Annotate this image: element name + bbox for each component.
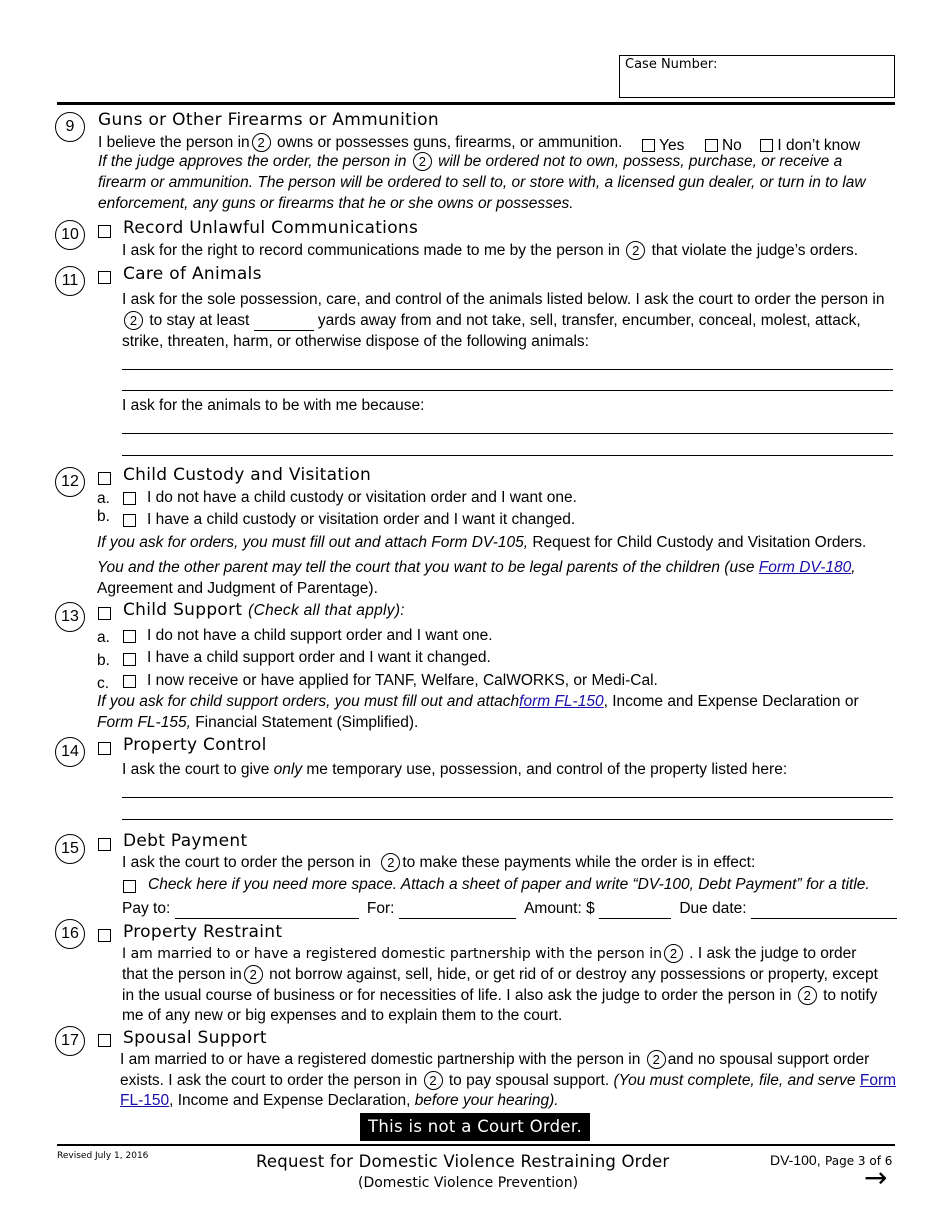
animals-reason-line-1[interactable] bbox=[122, 433, 893, 434]
section-13-checkbox[interactable] bbox=[98, 607, 111, 620]
section-11-line-1: I ask for the sole possession, care, and control of the animals listed below. I ask the court to order the person in bbox=[122, 291, 885, 308]
form-fl-150-link-3[interactable]: FL-150 bbox=[120, 1092, 170, 1109]
for-input[interactable] bbox=[399, 904, 516, 919]
section-15-checkbox[interactable] bbox=[98, 838, 111, 851]
form-fl-150-link[interactable]: form FL-150 bbox=[519, 693, 604, 710]
section-9-title: Guns or Other Firearms or Ammunition bbox=[98, 110, 439, 130]
section-11-checkbox[interactable] bbox=[98, 271, 111, 284]
section-17-line-2: exists. I ask the court to order the person in 2 to pay spousal support. (You must complete, file, and serve Form bbox=[120, 1072, 897, 1089]
section-16-number: 16 bbox=[55, 919, 85, 949]
section-16-checkbox[interactable] bbox=[98, 929, 111, 942]
section-13-a-letter: a. bbox=[97, 629, 110, 646]
section-13-c-letter: c. bbox=[97, 675, 110, 692]
revised-date: Revised July 1, 2016 bbox=[57, 1151, 149, 1161]
section-12-b-letter: b. bbox=[97, 508, 110, 525]
section-12-a-text: I do not have a child custody or visitation order and I want one. bbox=[147, 489, 577, 506]
section-12-a-checkbox[interactable] bbox=[123, 492, 136, 505]
section-15-text: I ask the court to order the person in 2 to make these payments while the order is in effect: bbox=[122, 854, 756, 871]
section-13-para-2: Form FL-155, Financial Statement (Simplified). bbox=[97, 714, 419, 731]
section-11-line-4: I ask for the animals to be with me because: bbox=[122, 397, 425, 414]
section-10-checkbox[interactable] bbox=[98, 225, 111, 238]
footer-subtitle: (Domestic Violence Prevention) bbox=[358, 1175, 579, 1191]
section-14-title: Property Control bbox=[123, 735, 267, 755]
form-fl-150-link-2[interactable]: Form bbox=[859, 1072, 897, 1089]
section-16-title: Property Restraint bbox=[123, 922, 283, 942]
section-16-line-2: that the person in 2 not borrow against, sell, hide, or get rid of or destroy any possessions or property, except bbox=[122, 966, 878, 983]
section-13-b-text: I have a child support order and I want it changed. bbox=[147, 649, 491, 666]
section-14-checkbox[interactable] bbox=[98, 742, 111, 755]
section-11-number: 11 bbox=[55, 266, 85, 296]
section-13-b-letter: b. bbox=[97, 652, 110, 669]
animals-line-1[interactable] bbox=[122, 369, 893, 370]
section-17-line-3: FL-150, Income and Expense Declaration, before your hearing). bbox=[120, 1092, 559, 1109]
pay-to-input[interactable] bbox=[175, 904, 359, 919]
case-number-label: Case Number: bbox=[625, 57, 718, 72]
section-11-line-2: 2 to stay at least yards away from and not take, sell, transfer, encumber, conceal, molest, attack, bbox=[122, 310, 861, 331]
section-10-title: Record Unlawful Communications bbox=[123, 218, 419, 238]
section-12-number: 12 bbox=[55, 467, 85, 497]
section-9-note-2: firearm or ammunition. The person will be ordered to sell to, or store with, a licensed gun dealer, or turn in to law bbox=[98, 174, 866, 191]
section-12-checkbox[interactable] bbox=[98, 472, 111, 485]
section-17-checkbox[interactable] bbox=[98, 1034, 111, 1047]
next-page-arrow-icon[interactable]: → bbox=[864, 1161, 888, 1194]
section-16-line-3: in the usual course of business or for necessities of life. I also ask the judge to order the person in 2 to notify bbox=[122, 987, 878, 1004]
section-15-payment-row: Pay to: For: Amount: $ Due date: bbox=[122, 898, 897, 919]
animals-line-2[interactable] bbox=[122, 390, 893, 391]
section-10-number: 10 bbox=[55, 220, 85, 250]
section-12-b-text: I have a child custody or visitation order and I want it changed. bbox=[147, 511, 576, 528]
yards-distance-input[interactable] bbox=[254, 316, 314, 331]
section-11-title: Care of Animals bbox=[123, 264, 262, 284]
footer-rule bbox=[57, 1144, 895, 1146]
section-11-line-3: strike, threaten, harm, or otherwise dispose of the following animals: bbox=[122, 333, 589, 350]
section-12-para-3: Agreement and Judgment of Parentage). bbox=[97, 580, 378, 597]
case-number-field[interactable] bbox=[619, 55, 895, 98]
not-court-order-notice: This is not a Court Order. bbox=[360, 1113, 590, 1141]
section-15-number: 15 bbox=[55, 834, 85, 864]
header-rule bbox=[57, 102, 895, 105]
section-9-note-3: enforcement, any guns or firearms that he or she owns or possesses. bbox=[98, 195, 574, 212]
section-13-b-checkbox[interactable] bbox=[123, 653, 136, 666]
section-15-title: Debt Payment bbox=[123, 831, 248, 851]
section-14-number: 14 bbox=[55, 737, 85, 767]
more-space-checkbox[interactable] bbox=[123, 880, 136, 893]
section-9-options: Yes No I don’t know bbox=[642, 135, 860, 156]
ref-circle-2: 2 bbox=[252, 133, 271, 152]
section-12-para-2: You and the other parent may tell the court that you want to be legal parents of the children (use Form DV-180, bbox=[97, 559, 856, 576]
footer-title: Request for Domestic Violence Restraining Order bbox=[256, 1152, 670, 1171]
section-9-statement: I believe the person in 2 owns or possesses guns, firearms, or ammunition. bbox=[98, 134, 623, 151]
section-13-c-checkbox[interactable] bbox=[123, 675, 136, 688]
section-12-title: Child Custody and Visitation bbox=[123, 465, 372, 485]
section-13-para-1: If you ask for child support orders, you must fill out and attachform FL-150, Income and Expense Declaration or bbox=[97, 693, 859, 710]
section-13-a-text: I do not have a child support order and I want one. bbox=[147, 627, 493, 644]
section-10-text: I ask for the right to record communications made to me by the person in 2 that violate the judge’s orders. bbox=[122, 242, 859, 259]
form-dv-180-link[interactable]: Form DV-180 bbox=[758, 559, 852, 576]
section-13-title: Child Support (Check all that apply): bbox=[123, 600, 405, 620]
section-15-more-space: Check here if you need more space. Attach a sheet of paper and write “DV-100, Debt Payment” for a title. bbox=[148, 876, 870, 893]
section-9-number: 9 bbox=[55, 112, 85, 142]
amount-input[interactable] bbox=[599, 904, 671, 919]
section-12-a-letter: a. bbox=[97, 490, 110, 507]
due-date-input[interactable] bbox=[751, 904, 897, 919]
section-13-c-text: I now receive or have applied for TANF, Welfare, CalWORKS, or Medi-Cal. bbox=[147, 672, 658, 689]
section-14-text: I ask the court to give only me temporary use, possession, and control of the property listed here: bbox=[122, 761, 788, 778]
section-17-number: 17 bbox=[55, 1026, 85, 1056]
property-line-1[interactable] bbox=[122, 797, 893, 798]
section-13-a-checkbox[interactable] bbox=[123, 630, 136, 643]
footer-form-page: DV-100, Page 3 of 6 bbox=[770, 1152, 893, 1168]
section-9-note-1: If the judge approves the order, the person in 2 will be ordered not to own, possess, purchase, or receive a bbox=[98, 153, 843, 170]
section-16-line-1: I am married to or have a registered domestic partnership with the person in 2 . I ask the judge to order bbox=[122, 945, 857, 962]
section-17-line-1: I am married to or have a registered domestic partnership with the person in 2 and no spousal support order bbox=[120, 1051, 870, 1068]
property-line-2[interactable] bbox=[122, 819, 893, 820]
section-12-para-1: If you ask for orders, you must fill out and attach Form DV-105, Request for Child Custody and Visitation Orders. bbox=[97, 534, 867, 551]
section-16-line-4: me of any new or big expenses and to explain them to the court. bbox=[122, 1007, 563, 1024]
section-17-title: Spousal Support bbox=[123, 1028, 267, 1048]
section-12-b-checkbox[interactable] bbox=[123, 514, 136, 527]
section-13-number: 13 bbox=[55, 602, 85, 632]
animals-reason-line-2[interactable] bbox=[122, 455, 893, 456]
